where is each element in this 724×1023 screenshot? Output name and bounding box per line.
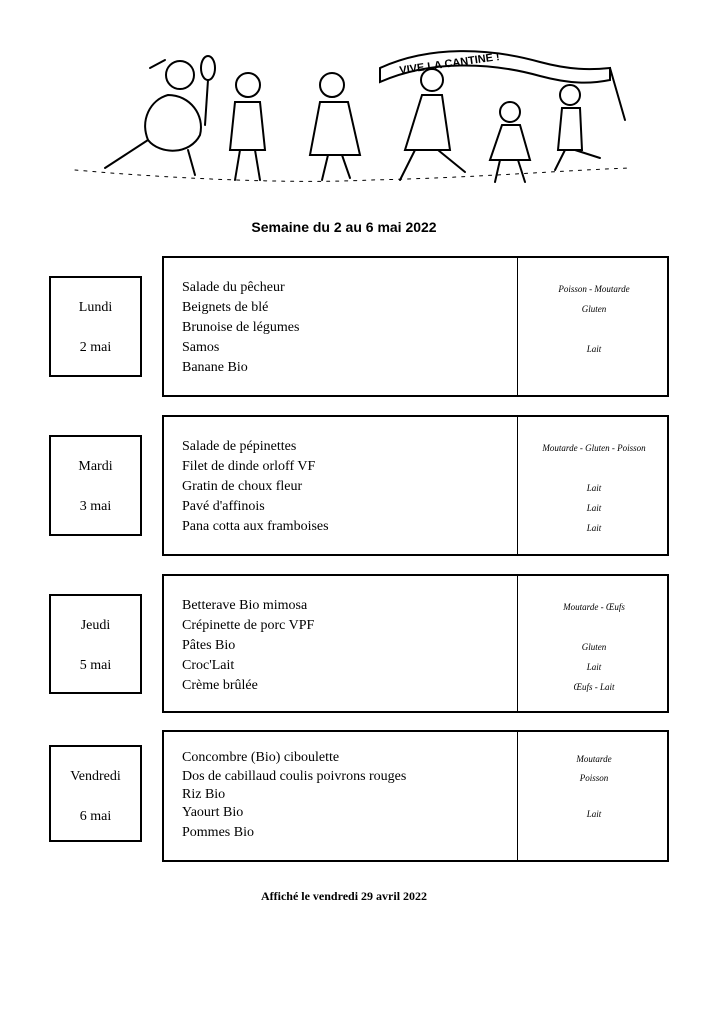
menu-box-mardi bbox=[162, 415, 669, 556]
column-divider bbox=[517, 732, 518, 860]
allergen-note: Poisson - Moutarde bbox=[558, 284, 630, 294]
allergen-note: Poisson bbox=[579, 773, 609, 783]
day-date: 6 mai bbox=[79, 809, 112, 824]
column-divider bbox=[517, 576, 518, 711]
allergen-note: Gluten bbox=[581, 304, 607, 314]
day-date: 3 mai bbox=[79, 499, 112, 514]
menu-box-lundi bbox=[162, 256, 669, 397]
day-name: Mardi bbox=[78, 459, 113, 474]
dish: Concombre (Bio) ciboulette bbox=[182, 750, 340, 765]
dish: Banane Bio bbox=[182, 360, 248, 375]
dish: Salade de pépinettes bbox=[182, 439, 297, 454]
day-name: Lundi bbox=[78, 300, 113, 315]
dish: Crème brûlée bbox=[182, 678, 258, 693]
dish: Dos de cabillaud coulis poivrons rouges bbox=[182, 769, 407, 784]
dish: Pana cotta aux framboises bbox=[182, 519, 329, 534]
allergen-note: Lait bbox=[586, 503, 602, 513]
column-divider bbox=[517, 417, 518, 554]
dish: Samos bbox=[182, 340, 220, 355]
day-date: 5 mai bbox=[79, 658, 112, 673]
dish: Salade du pêcheur bbox=[182, 280, 285, 295]
day-name: Jeudi bbox=[80, 618, 111, 633]
dish: Beignets de blé bbox=[182, 300, 269, 315]
allergen-note: Moutarde - Gluten - Poisson bbox=[542, 443, 646, 453]
dish: Pâtes Bio bbox=[182, 638, 236, 653]
allergen-note: Moutarde - Œufs bbox=[563, 602, 625, 612]
dish: Pavé d'affinois bbox=[182, 499, 265, 514]
allergen-note: Lait bbox=[586, 809, 602, 819]
column-divider bbox=[517, 258, 518, 395]
dish: Brunoise de légumes bbox=[182, 320, 300, 335]
menu-box-jeudi bbox=[162, 574, 669, 713]
dish: Pommes Bio bbox=[182, 825, 254, 840]
day-date: 2 mai bbox=[79, 340, 112, 355]
banner-sign-text: VIVE LA CANTINE ! bbox=[398, 51, 501, 77]
dish: Gratin de choux fleur bbox=[182, 479, 303, 494]
dish: Betterave Bio mimosa bbox=[182, 598, 308, 613]
day-name: Vendredi bbox=[70, 769, 121, 784]
page-title: Semaine du 2 au 6 mai 2022 bbox=[251, 219, 437, 235]
allergen-note: Lait bbox=[586, 662, 602, 672]
dish: Riz Bio bbox=[182, 787, 226, 802]
allergen-note: Lait bbox=[586, 344, 602, 354]
posted-date: Affiché le vendredi 29 avril 2022 bbox=[260, 889, 428, 903]
day-box-vendredi bbox=[49, 745, 142, 842]
cantine-illustration bbox=[70, 40, 640, 200]
allergen-note: Lait bbox=[586, 523, 602, 533]
dish: Yaourt Bio bbox=[182, 805, 244, 820]
dish: Filet de dinde orloff VF bbox=[182, 459, 316, 474]
menu-box-vendredi bbox=[162, 730, 669, 862]
allergen-note: Œufs - Lait bbox=[573, 682, 615, 692]
day-box-jeudi bbox=[49, 594, 142, 694]
dish: Crépinette de porc VPF bbox=[182, 618, 315, 633]
day-box-mardi bbox=[49, 435, 142, 536]
allergen-note: Lait bbox=[586, 483, 602, 493]
day-box-lundi bbox=[49, 276, 142, 377]
allergen-note: Moutarde bbox=[576, 754, 612, 764]
allergen-note: Gluten bbox=[581, 642, 607, 652]
dish: Croc'Lait bbox=[182, 658, 235, 673]
